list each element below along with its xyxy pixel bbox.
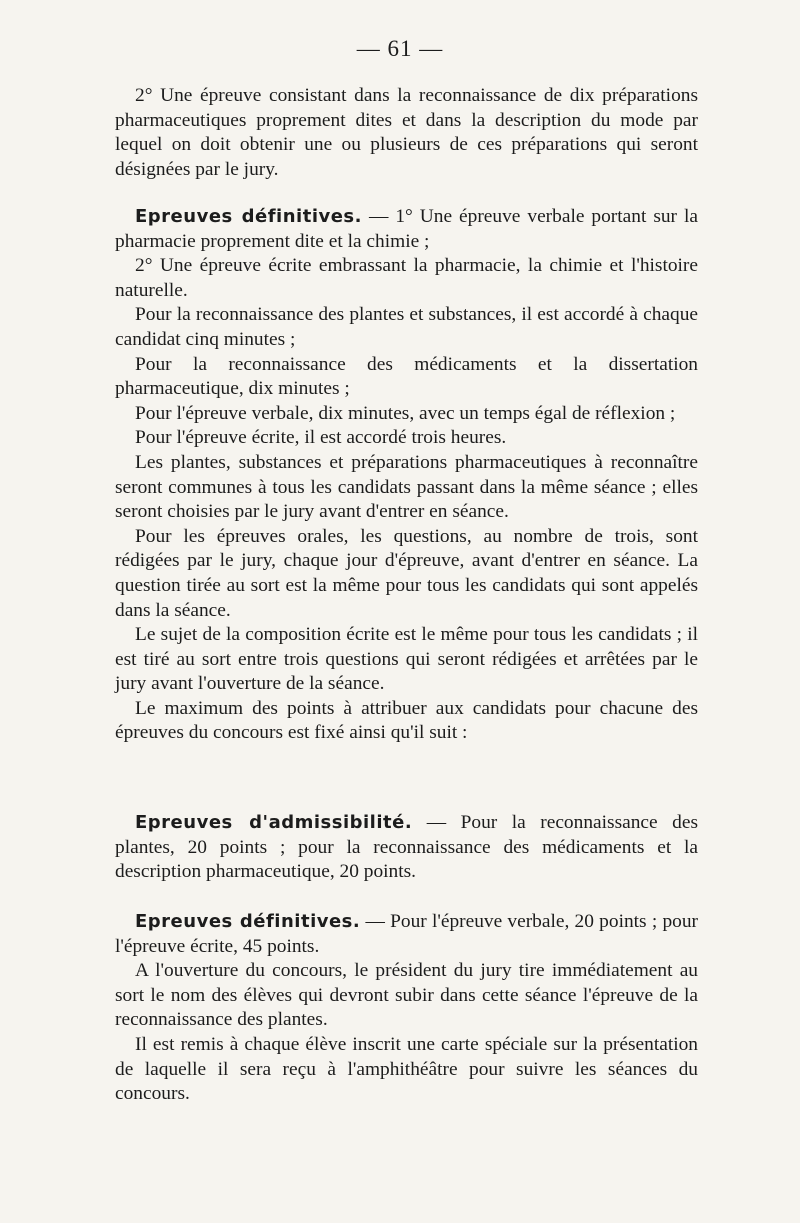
paragraph: Le maximum des points à attribuer aux candidats pour chacune des épreuves du concours est fixé ainsi qu'il suit : [115,697,698,744]
section-admissibility-points [115,811,698,885]
paragraph: A l'ouverture du concours, le président du jury tire immédiatement au sort le nom des élèves qui devront subir dans cette séance l'épreuve de la reconnaissance des plantes. [115,960,698,1031]
paragraph [115,811,698,885]
section-final-exams [115,205,698,746]
paragraph: Pour la reconnaissance des médicaments et la dissertation pharmaceutique, dix minutes ; [115,353,698,400]
paragraph [115,205,698,254]
paragraph: Pour la reconnaissance des plantes et substances, il est accordé à chaque candidat cinq minutes ; [115,304,698,350]
paragraph: Pour les épreuves orales, les questions, au nombre de trois, sont rédigées par le jury, chaque jour d'épreuve, avant d'entrer en séance. La question tirée au sort est la même pour tous les candidats qui sont appelés dans la séance. [115,525,698,621]
paragraph: Pour l'épreuve écrite, il est accordé trois heures. [135,427,507,449]
paragraph-text: — 1° Une épreuve verbale portant sur la pharmacie proprement dite et la chimie ; [115,206,698,252]
paragraph: Pour l'épreuve verbale, dix minutes, avec un temps égal de réflexion ; [135,402,676,424]
section-heading: Epreuves définitives. [135,206,362,227]
section-heading: Epreuves définitives. [135,911,361,932]
paragraph: Les plantes, substances et préparations pharmaceutiques à reconnaître seront communes à tous les candidats passant dans la même séance ; elles seront choisies par le jury avant d'entrer en séance. [115,451,698,523]
paragraph: Le sujet de la composition écrite est le même pour tous les candidats ; il est tiré au sort entre trois questions qui seront rédigées et arrêtées par le jury avant l'ouverture de la séance. [115,624,698,695]
paragraph-text: — Pour la reconnaissance des plantes, 20 points ; pour la reconnaissance des médicaments et la description pharmaceutique, 20 points. [115,812,698,883]
section-final-points [115,910,698,1107]
paragraph: Il est remis à chaque élève inscrit une carte spéciale sur la présentation de laquelle il sera reçu à l'amphithéâtre pour suivre les séances du concours. [115,1033,698,1105]
paragraph [115,910,698,959]
paragraph: 2° Une épreuve écrite embrassant la pharmacie, la chimie et l'histoire naturelle. [115,255,698,301]
paragraph-text: — Pour l'épreuve verbale, 20 points ; pour l'épreuve écrite, 45 points. [115,911,698,957]
page-number: — 61 — [356,36,444,61]
paragraph: 2° Une épreuve consistant dans la reconnaissance de dix préparations pharmaceutiques proprement dites et dans la description du mode par lequel on doit obtenir une ou plusieurs de ces préparations qui seront désignées par le jury. [115,85,698,180]
section-heading: Epreuves d'admissibilité. [135,812,413,833]
section-admissibility-continued [115,84,698,182]
